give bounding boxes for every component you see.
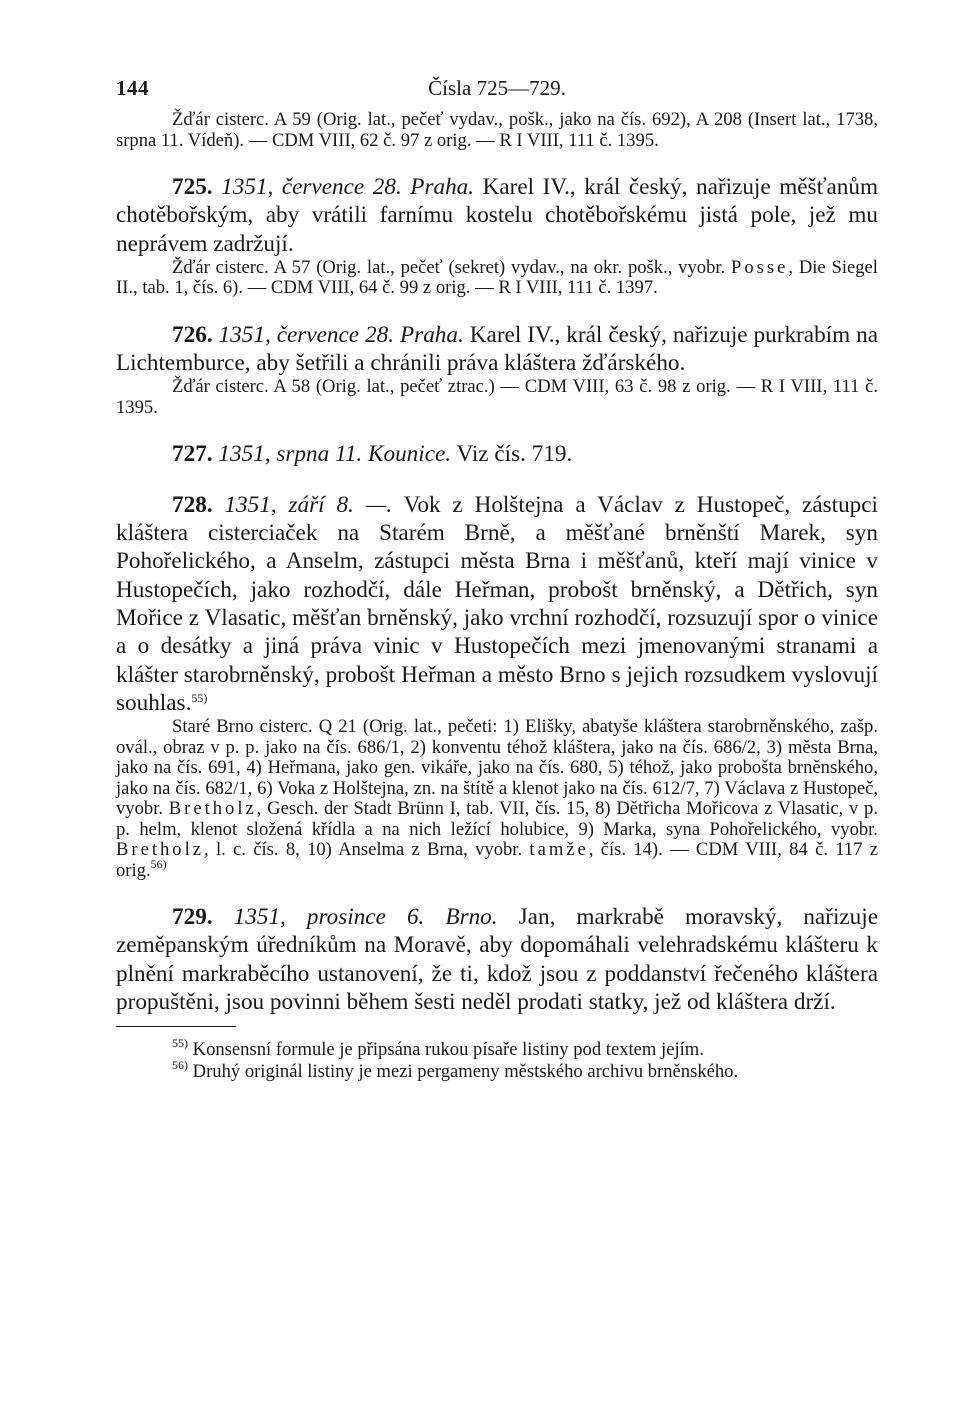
entry-728 xyxy=(116,491,878,881)
source-text: , Die Siegel II., tab. 1, čís. 6). — CDM VIII, 64 č. 99 z orig. — R I VIII, 111 č. 1397. xyxy=(116,256,878,299)
footnote-divider xyxy=(116,1026,236,1027)
entry-number: 728. xyxy=(172,491,213,518)
entry-726-regest xyxy=(116,321,878,378)
entry-725 xyxy=(116,173,878,299)
intro-source-note: Žďár cisterc. A 59 (Orig. lat., pečeť vydav., pošk., jako na čís. 692), A 208 (Insert lat., 1738, srpna 11. Vídeň). — CDM VIII, 62 č. 97 z orig. — R I VIII, 111 č. 1395. xyxy=(116,109,878,151)
entry-729 xyxy=(116,903,878,1016)
entry-date: 1351, září 8. —. xyxy=(224,491,393,518)
entry-number: 726. xyxy=(172,321,213,348)
author-name: Posse xyxy=(731,256,789,278)
author-name: Bretholz xyxy=(116,839,205,861)
entry-number: 729. xyxy=(172,904,213,931)
footnote-mark: 55) xyxy=(172,1036,188,1051)
entry-number: 727. xyxy=(172,441,213,468)
entry-text: Viz čís. 719. xyxy=(456,441,573,468)
entry-728-regest xyxy=(116,491,878,717)
footnote-56 xyxy=(116,1057,878,1083)
source-text: , Gesch. der Stadt Brünn I, tab. VII, čís. 15, 8) Dětřicha Mořicova z Vlasatic, v p. p. helm, klenot složená křídla a na nich ležící holubice, 9) Marka, syna Pohořelického, vyobr. xyxy=(116,798,878,840)
entry-date: 1351, srpna 11. Kounice. xyxy=(218,441,452,468)
entry-number: 725. xyxy=(172,174,213,200)
page-number: 144 xyxy=(116,76,149,100)
entry-727 xyxy=(116,440,878,468)
source-text: , čís. 14). — CDM VIII, 84 č. 117 z orig. xyxy=(116,839,878,881)
entry-text: Karel IV., král český, nařizuje purkrabím na Lichtemburce, aby šetřili a chránili práva kláštera žďárského. xyxy=(116,321,878,377)
entry-726-source: Žďár cisterc. A 58 (Orig. lat., pečeť ztrac.) — CDM VIII, 63 č. 98 z orig. — R I VIII, 111 č. 1395. xyxy=(116,376,878,418)
page-header xyxy=(116,76,878,110)
tamze-term: tamže xyxy=(529,839,589,861)
entry-725-regest xyxy=(116,173,878,258)
entry-text: Vok z Holštejna a Václav z Hustopeč, zástupci kláštera cisterciaček na Starém Brně, a měšťané brněnští Marek, syn Pohořelického, a Anselm, zástupci města Brna i měšťanů, kteří mají vinice v Hustopečích, jako rozhodčí, dále Heřman, probošt brněnský, a Dětřich, syn Mořice z Vlasatic, měšťan brněnský, jako vrchní rozhodčí, rozsuzují spor o vinice a o desátky a jiná práva vinic v Hustopečích mezi jmenovanými stranami a klášter starobrněnský, probošt Heřman a město Brno s jejich rozsudkem vyslovují souhlas. xyxy=(116,491,878,716)
entry-728-source xyxy=(116,717,878,881)
entry-727-regest xyxy=(116,440,878,468)
author-name: Bretholz xyxy=(168,798,257,820)
running-title: Čísla 725—729. xyxy=(428,76,566,100)
entry-date: 1351, července 28. Praha. xyxy=(218,321,464,348)
entry-725-source xyxy=(116,258,878,299)
entry-text: Jan, markrabě moravský, nařizuje zeměpanským úředníkům na Moravě, aby dopomáhali velehradskému klášteru k plnění markraběcího ustanovení, že ti, kdož jsou z poddanství řečeného kláštera propuštěni, jsou povinni během šesti neděl prodati statky, jež od kláštera drží. xyxy=(116,904,879,1016)
footnote-55 xyxy=(116,1036,878,1061)
entry-726 xyxy=(116,321,878,419)
entry-date: 1351, prosince 6. Brno. xyxy=(233,904,498,931)
footnote-reference: 56) xyxy=(150,856,167,871)
entry-date: 1351, července 28. Praha. xyxy=(221,174,475,200)
source-text: Staré Brno cisterc. Q 21 (Orig. lat., pečeti: 1) Elišky, abatyše kláštera starobrněnského, zašp. ovál., obraz v p. p. jako na čís. 686/1, 2) konventu téhož kláštera, jako na čís. 686/2, 3) města Brna, jako na čís. 691, 4) Heřmana, jako gen. vikáře, jako na čís. 680, 5) téhož, jako probošta brněnského, jako na čís. 682/1, 6) Voka z Holštejna, zn. na štítě a klenot jako na čís. 612/7, 7) Václava z Hustopeč, vyobr. xyxy=(116,716,878,820)
source-text: Žďár cisterc. A 57 (Orig. lat., pečeť (sekret) vydav., na okr. pošk., vyobr. xyxy=(172,256,726,278)
footnote-text: Konsensní formule je připsána rukou písaře listiny pod textem jejím. xyxy=(192,1039,704,1061)
footnote-text: Druhý originál listiny je mezi pergameny městského archivu brněnského. xyxy=(192,1060,739,1082)
footnotes xyxy=(116,1036,878,1082)
entry-729-regest xyxy=(116,903,878,1016)
footnote-mark: 56) xyxy=(172,1057,188,1072)
document-page xyxy=(116,76,878,1082)
source-text: , l. c. čís. 8, 10) Anselma z Brna, vyobr. xyxy=(204,839,523,861)
footnote-reference: 55) xyxy=(191,690,208,705)
entry-text: Karel IV., král český, nařizuje měšťanům chotěbořským, aby vrátili farnímu kostelu chotěbořskému jistá pole, jež mu neprávem zadržují. xyxy=(116,174,878,257)
